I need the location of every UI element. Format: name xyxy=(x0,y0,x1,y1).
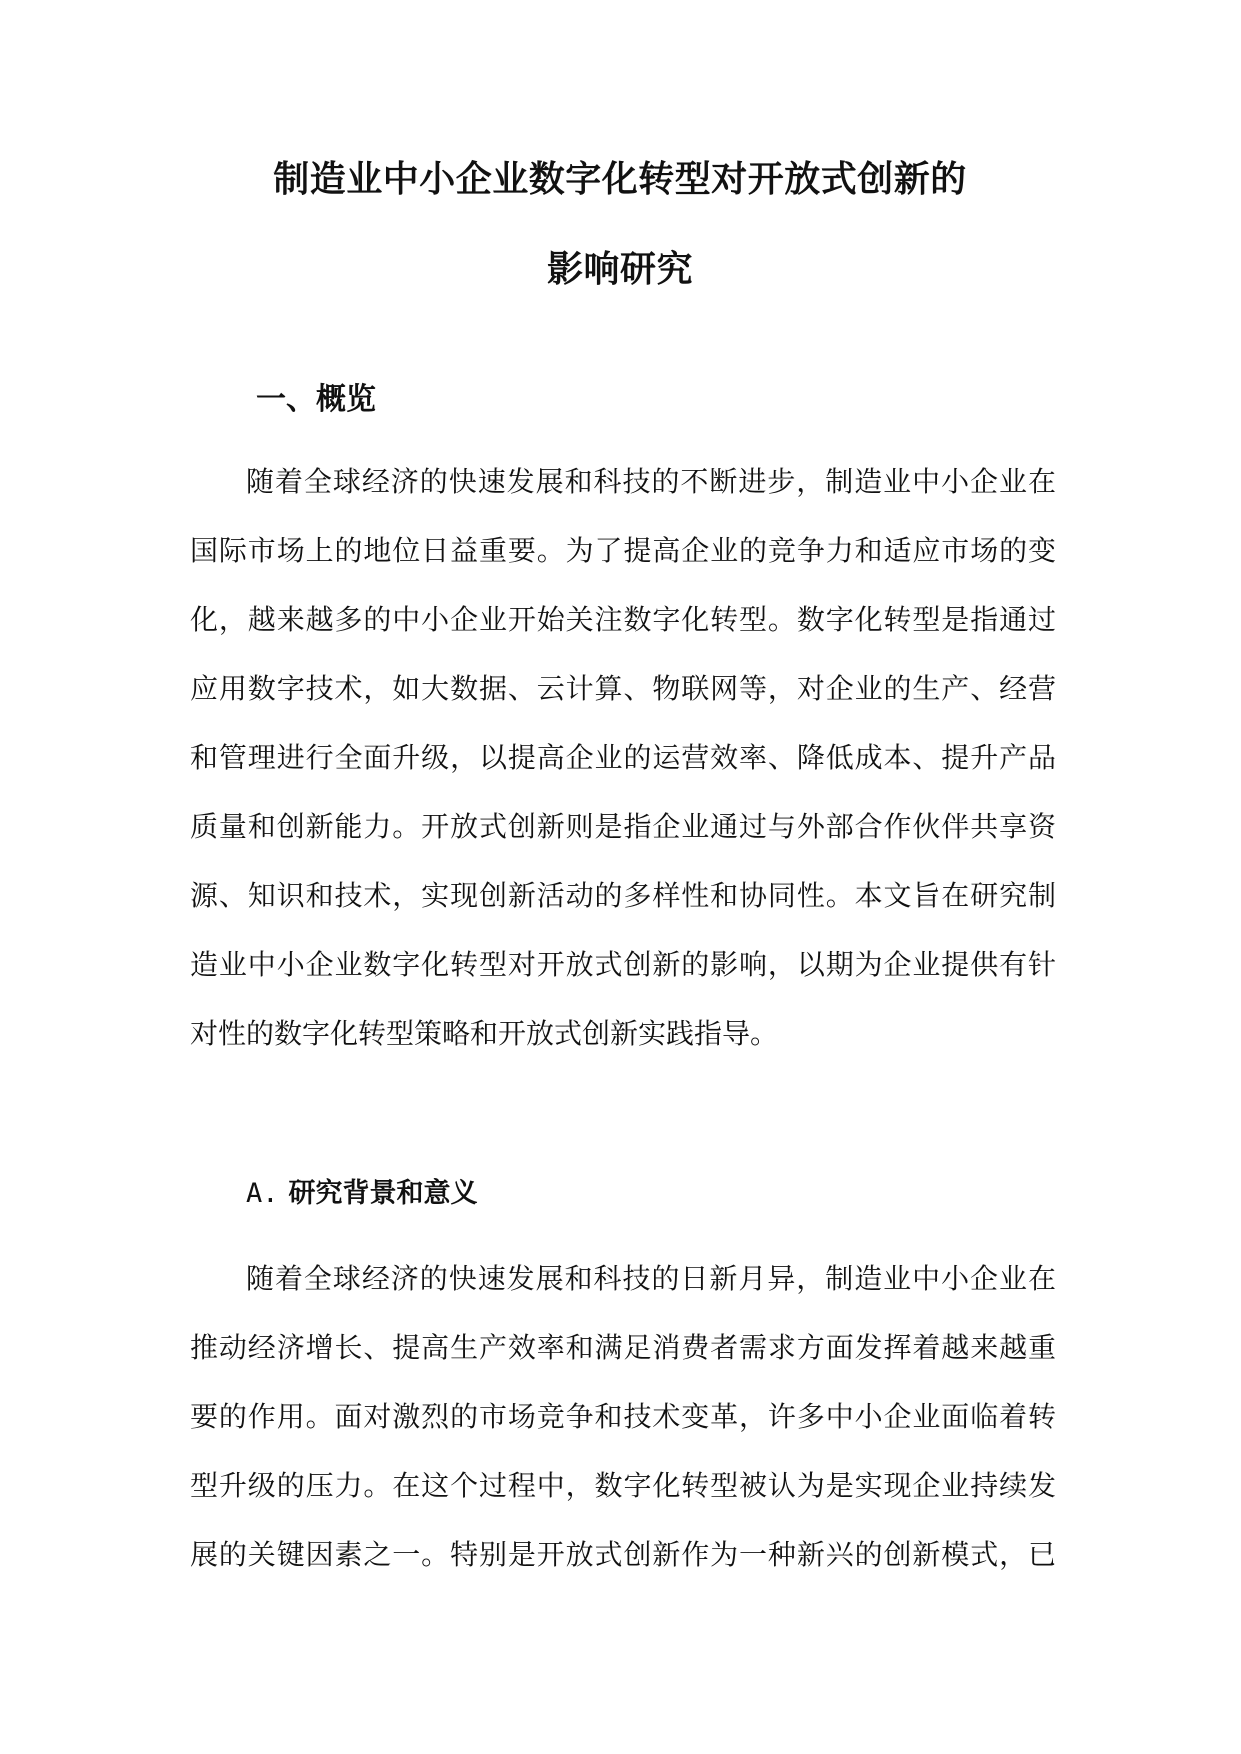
paragraph-line: 展的关键因素之一。特别是开放式创新作为一种新兴的创新模式，已 xyxy=(190,1538,1056,1571)
paragraph-line: 型升级的压力。在这个过程中，数字化转型被认为是实现企业持续发 xyxy=(190,1469,1056,1502)
paragraph-line: 对性的数字化转型策略和开放式创新实践指导。 xyxy=(190,1017,779,1050)
subsection-title: 研究背景和意义 xyxy=(288,1178,478,1209)
document-title-line-2: 影响研究 xyxy=(546,249,693,290)
paragraph-line: 随着全球经济的快速发展和科技的不断进步，制造业中小企业在 xyxy=(246,465,1056,498)
document-title-line-1: 制造业中小企业数字化转型对开放式创新的 xyxy=(273,159,967,200)
paragraph-line: 国际市场上的地位日益重要。为了提高企业的竞争力和适应市场的变 xyxy=(190,534,1056,567)
paragraph-line: 造业中小企业数字化转型对开放式创新的影响，以期为企业提供有针 xyxy=(190,948,1056,981)
paragraph-line: 和管理进行全面升级，以提高企业的运营效率、降低成本、提升产品 xyxy=(190,741,1056,774)
paragraph-line: 源、知识和技术，实现创新活动的多样性和协同性。本文旨在研究制 xyxy=(190,879,1056,912)
paragraph-line: 推动经济增长、提高生产效率和满足消费者需求方面发挥着越来越重 xyxy=(190,1331,1056,1364)
paragraph-line: 应用数字技术，如大数据、云计算、物联网等，对企业的生产、经营 xyxy=(190,672,1056,705)
section-heading-overview: 一、概览 xyxy=(256,382,376,417)
subsection-heading-research-background xyxy=(246,1176,478,1212)
paragraph-line: 随着全球经济的快速发展和科技的日新月异，制造业中小企业在 xyxy=(246,1262,1056,1295)
paragraph-line: 质量和创新能力。开放式创新则是指企业通过与外部合作伙伴共享资 xyxy=(190,810,1056,843)
paragraph-line: 要的作用。面对激烈的市场竞争和技术变革，许多中小企业面临着转 xyxy=(190,1400,1056,1433)
paragraph-line: 化，越来越多的中小企业开始关注数字化转型。数字化转型是指通过 xyxy=(190,603,1056,636)
subsection-number: A. xyxy=(246,1178,279,1209)
